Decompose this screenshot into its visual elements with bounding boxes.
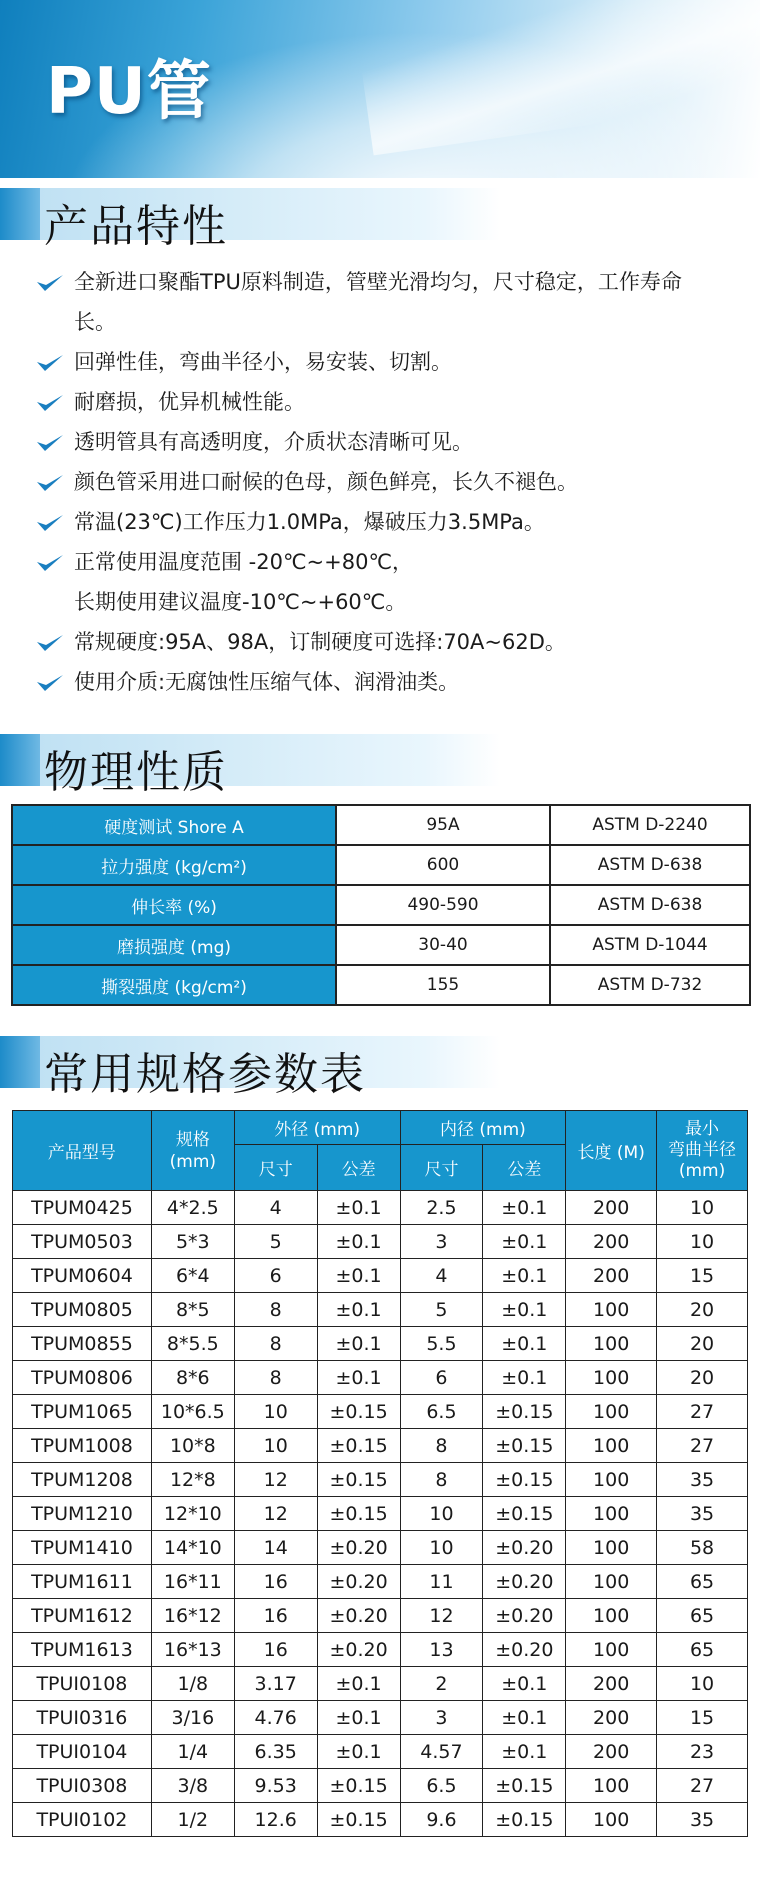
- od-tol-cell: ±0.20: [317, 1633, 400, 1667]
- header-id-size: 尺寸: [400, 1145, 483, 1191]
- spec-cell: 14*10: [151, 1531, 234, 1565]
- spec-cell: 6*4: [151, 1259, 234, 1293]
- section-header-physical: [0, 734, 500, 798]
- length-cell: 100: [566, 1769, 657, 1803]
- model-cell: TPUM1613: [13, 1633, 152, 1667]
- od-size-cell: 6: [234, 1259, 317, 1293]
- od-tol-cell: ±0.15: [317, 1463, 400, 1497]
- od-size-cell: 8: [234, 1293, 317, 1327]
- spec-cell: 10*6.5: [151, 1395, 234, 1429]
- feature-text: 长。: [74, 310, 116, 334]
- id-tol-cell: ±0.15: [483, 1463, 566, 1497]
- spec-cell: 4*2.5: [151, 1191, 234, 1225]
- header-id-tol: 公差: [483, 1145, 566, 1191]
- check-icon: [36, 514, 64, 532]
- page-title: PU管: [46, 55, 212, 129]
- bend-radius-cell: 65: [657, 1633, 748, 1667]
- id-tol-cell: ±0.15: [483, 1429, 566, 1463]
- feature-item: [36, 502, 746, 542]
- section-header-features: [0, 188, 500, 252]
- model-cell: TPUM1611: [13, 1565, 152, 1599]
- spec-cell: 10*8: [151, 1429, 234, 1463]
- spec-cell: 12*10: [151, 1497, 234, 1531]
- od-size-cell: 9.53: [234, 1769, 317, 1803]
- model-cell: TPUI0308: [13, 1769, 152, 1803]
- id-tol-cell: ±0.1: [483, 1735, 566, 1769]
- id-tol-cell: ±0.15: [483, 1497, 566, 1531]
- od-tol-cell: ±0.1: [317, 1293, 400, 1327]
- length-cell: 100: [566, 1463, 657, 1497]
- length-cell: 100: [566, 1497, 657, 1531]
- od-tol-cell: ±0.1: [317, 1735, 400, 1769]
- id-size-cell: 3: [400, 1225, 483, 1259]
- id-tol-cell: ±0.20: [483, 1531, 566, 1565]
- od-tol-cell: ±0.15: [317, 1395, 400, 1429]
- id-tol-cell: ±0.1: [483, 1293, 566, 1327]
- id-tol-cell: ±0.20: [483, 1633, 566, 1667]
- od-tol-cell: ±0.15: [317, 1803, 400, 1837]
- od-size-cell: 10: [234, 1395, 317, 1429]
- bend-radius-cell: 27: [657, 1395, 748, 1429]
- length-cell: 100: [566, 1633, 657, 1667]
- model-cell: TPUM1065: [13, 1395, 152, 1429]
- od-tol-cell: ±0.1: [317, 1667, 400, 1701]
- header-od: 外径 (mm): [234, 1111, 400, 1145]
- header-bend-radius: 最小 弯曲半径 (mm): [657, 1111, 748, 1191]
- table-row: [13, 1701, 748, 1735]
- length-cell: 200: [566, 1225, 657, 1259]
- feature-item: [36, 622, 746, 662]
- id-size-cell: 10: [400, 1497, 483, 1531]
- feature-text: 颜色管采用进口耐候的色母，颜色鲜亮，长久不褪色。: [74, 470, 578, 494]
- property-cell: 磨损强度 (mg): [12, 925, 336, 965]
- spec-table: [12, 1110, 748, 1837]
- id-tol-cell: ±0.15: [483, 1395, 566, 1429]
- bend-radius-cell: 20: [657, 1361, 748, 1395]
- value-cell: 600: [336, 845, 550, 885]
- section-header-bar: [0, 734, 40, 786]
- model-cell: TPUI0104: [13, 1735, 152, 1769]
- od-tol-cell: ±0.15: [317, 1497, 400, 1531]
- length-cell: 200: [566, 1191, 657, 1225]
- model-cell: TPUM1210: [13, 1497, 152, 1531]
- feature-text: 全新进口聚酯TPU原料制造，管壁光滑均匀，尺寸稳定，工作寿命: [74, 270, 682, 294]
- od-tol-cell: ±0.20: [317, 1531, 400, 1565]
- table-row: [13, 1565, 748, 1599]
- model-cell: TPUM0805: [13, 1293, 152, 1327]
- id-tol-cell: ±0.15: [483, 1769, 566, 1803]
- od-size-cell: 4: [234, 1191, 317, 1225]
- length-cell: 100: [566, 1293, 657, 1327]
- table-row: [13, 1463, 748, 1497]
- header-spec: 规格 (mm): [151, 1111, 234, 1191]
- bend-radius-cell: 65: [657, 1599, 748, 1633]
- table-row: [13, 1259, 748, 1293]
- bend-radius-cell: 20: [657, 1293, 748, 1327]
- table-row: [13, 1497, 748, 1531]
- id-tol-cell: ±0.1: [483, 1225, 566, 1259]
- id-size-cell: 5.5: [400, 1327, 483, 1361]
- feature-text: 透明管具有高透明度，介质状态清晰可见。: [74, 430, 473, 454]
- feature-text: 常温(23℃)工作压力1.0MPa，爆破压力3.5MPa。: [74, 510, 545, 534]
- feature-text: 常规硬度:95A、98A，订制硬度可选择:70A~62D。: [74, 630, 566, 654]
- property-cell: 拉力强度 (kg/cm²): [12, 845, 336, 885]
- length-cell: 100: [566, 1565, 657, 1599]
- length-cell: 200: [566, 1259, 657, 1293]
- check-icon: [36, 354, 64, 372]
- bend-radius-cell: 10: [657, 1225, 748, 1259]
- bend-radius-cell: 65: [657, 1565, 748, 1599]
- id-size-cell: 8: [400, 1463, 483, 1497]
- bend-radius-cell: 58: [657, 1531, 748, 1565]
- length-cell: 100: [566, 1599, 657, 1633]
- id-tol-cell: ±0.1: [483, 1259, 566, 1293]
- id-tol-cell: ±0.1: [483, 1361, 566, 1395]
- table-row: [13, 1667, 748, 1701]
- table-row: [13, 1633, 748, 1667]
- table-row: [12, 885, 750, 925]
- id-size-cell: 9.6: [400, 1803, 483, 1837]
- spec-cell: 5*3: [151, 1225, 234, 1259]
- section-header-spec: [0, 1036, 500, 1100]
- id-size-cell: 4: [400, 1259, 483, 1293]
- model-cell: TPUM1410: [13, 1531, 152, 1565]
- hero-shine: [351, 0, 760, 155]
- bend-radius-cell: 20: [657, 1327, 748, 1361]
- standard-cell: ASTM D-1044: [550, 925, 750, 965]
- length-cell: 100: [566, 1803, 657, 1837]
- table-row: [13, 1531, 748, 1565]
- length-cell: 100: [566, 1531, 657, 1565]
- model-cell: TPUI0316: [13, 1701, 152, 1735]
- od-size-cell: 14: [234, 1531, 317, 1565]
- table-row: [13, 1225, 748, 1259]
- model-cell: TPUM0855: [13, 1327, 152, 1361]
- length-cell: 100: [566, 1361, 657, 1395]
- id-size-cell: 5: [400, 1293, 483, 1327]
- spec-cell: 16*12: [151, 1599, 234, 1633]
- od-size-cell: 16: [234, 1633, 317, 1667]
- standard-cell: ASTM D-638: [550, 845, 750, 885]
- model-cell: TPUM1008: [13, 1429, 152, 1463]
- od-size-cell: 12: [234, 1463, 317, 1497]
- id-size-cell: 11: [400, 1565, 483, 1599]
- spec-cell: 1/2: [151, 1803, 234, 1837]
- id-tol-cell: ±0.20: [483, 1565, 566, 1599]
- header-model: 产品型号: [13, 1111, 152, 1191]
- feature-item: [36, 262, 746, 342]
- length-cell: 100: [566, 1327, 657, 1361]
- od-tol-cell: ±0.15: [317, 1769, 400, 1803]
- spec-cell: 1/4: [151, 1735, 234, 1769]
- od-size-cell: 8: [234, 1327, 317, 1361]
- model-cell: TPUI0108: [13, 1667, 152, 1701]
- check-icon: [36, 634, 64, 652]
- table-row: [13, 1191, 748, 1225]
- id-size-cell: 6: [400, 1361, 483, 1395]
- table-row: [13, 1599, 748, 1633]
- od-tol-cell: ±0.1: [317, 1191, 400, 1225]
- check-icon: [36, 274, 64, 292]
- od-tol-cell: ±0.20: [317, 1599, 400, 1633]
- bend-radius-cell: 27: [657, 1769, 748, 1803]
- feature-item: [36, 342, 746, 382]
- value-cell: 95A: [336, 805, 550, 845]
- spec-cell: 1/8: [151, 1667, 234, 1701]
- table-row: [13, 1769, 748, 1803]
- length-cell: 100: [566, 1395, 657, 1429]
- model-cell: TPUM0503: [13, 1225, 152, 1259]
- length-cell: 200: [566, 1667, 657, 1701]
- section-title-physical: 物理性质: [44, 747, 228, 798]
- table-row: [13, 1395, 748, 1429]
- spec-cell: 8*5: [151, 1293, 234, 1327]
- od-tol-cell: ±0.1: [317, 1259, 400, 1293]
- section-header-bar: [0, 188, 40, 240]
- od-tol-cell: ±0.20: [317, 1565, 400, 1599]
- od-size-cell: 16: [234, 1565, 317, 1599]
- od-size-cell: 16: [234, 1599, 317, 1633]
- feature-text: 正常使用温度范围 -20℃~+80℃，: [74, 550, 414, 574]
- table-row: [13, 1327, 748, 1361]
- value-cell: 155: [336, 965, 550, 1005]
- id-tol-cell: ±0.15: [483, 1803, 566, 1837]
- spec-cell: 3/16: [151, 1701, 234, 1735]
- check-icon: [36, 434, 64, 452]
- id-size-cell: 2.5: [400, 1191, 483, 1225]
- table-row: [13, 1293, 748, 1327]
- header-od-tol: 公差: [317, 1145, 400, 1191]
- id-size-cell: 10: [400, 1531, 483, 1565]
- bend-radius-cell: 27: [657, 1429, 748, 1463]
- bend-radius-cell: 23: [657, 1735, 748, 1769]
- id-size-cell: 4.57: [400, 1735, 483, 1769]
- value-cell: 30-40: [336, 925, 550, 965]
- table-row: [13, 1735, 748, 1769]
- length-cell: 100: [566, 1429, 657, 1463]
- id-size-cell: 2: [400, 1667, 483, 1701]
- od-size-cell: 8: [234, 1361, 317, 1395]
- hero-banner: [0, 0, 760, 178]
- table-row: [13, 1803, 748, 1837]
- od-tol-cell: ±0.1: [317, 1225, 400, 1259]
- bend-radius-cell: 15: [657, 1701, 748, 1735]
- feature-text: 使用介质:无腐蚀性压缩气体、润滑油类。: [74, 670, 460, 694]
- bend-radius-cell: 35: [657, 1497, 748, 1531]
- od-tol-cell: ±0.1: [317, 1361, 400, 1395]
- id-size-cell: 12: [400, 1599, 483, 1633]
- od-size-cell: 12: [234, 1497, 317, 1531]
- model-cell: TPUM1612: [13, 1599, 152, 1633]
- header-od-size: 尺寸: [234, 1145, 317, 1191]
- length-cell: 200: [566, 1735, 657, 1769]
- feature-item: [36, 382, 746, 422]
- property-cell: 撕裂强度 (kg/cm²): [12, 965, 336, 1005]
- feature-item: [36, 662, 746, 702]
- spec-cell: 3/8: [151, 1769, 234, 1803]
- section-header-bar: [0, 1036, 40, 1088]
- header-id: 内径 (mm): [400, 1111, 566, 1145]
- physical-properties-table: [11, 804, 751, 1006]
- od-size-cell: 3.17: [234, 1667, 317, 1701]
- model-cell: TPUM0425: [13, 1191, 152, 1225]
- id-tol-cell: ±0.1: [483, 1701, 566, 1735]
- feature-text: 回弹性佳，弯曲半径小，易安装、切割。: [74, 350, 452, 374]
- bend-radius-cell: 15: [657, 1259, 748, 1293]
- model-cell: TPUI0102: [13, 1803, 152, 1837]
- table-row: [13, 1429, 748, 1463]
- spec-cell: 16*11: [151, 1565, 234, 1599]
- id-tol-cell: ±0.1: [483, 1191, 566, 1225]
- spec-cell: 8*6: [151, 1361, 234, 1395]
- model-cell: TPUM0604: [13, 1259, 152, 1293]
- spec-cell: 12*8: [151, 1463, 234, 1497]
- od-size-cell: 12.6: [234, 1803, 317, 1837]
- length-cell: 200: [566, 1701, 657, 1735]
- property-cell: 硬度测试 Shore A: [12, 805, 336, 845]
- standard-cell: ASTM D-2240: [550, 805, 750, 845]
- model-cell: TPUM1208: [13, 1463, 152, 1497]
- table-row: [12, 925, 750, 965]
- table-row: [12, 965, 750, 1005]
- od-size-cell: 6.35: [234, 1735, 317, 1769]
- bend-radius-cell: 35: [657, 1463, 748, 1497]
- od-tol-cell: ±0.1: [317, 1327, 400, 1361]
- standard-cell: ASTM D-638: [550, 885, 750, 925]
- header-length: 长度 (M): [566, 1111, 657, 1191]
- feature-item: [36, 462, 746, 502]
- id-tol-cell: ±0.1: [483, 1327, 566, 1361]
- feature-item: [36, 542, 746, 622]
- standard-cell: ASTM D-732: [550, 965, 750, 1005]
- check-icon: [36, 474, 64, 492]
- feature-list: [36, 262, 746, 702]
- check-icon: [36, 394, 64, 412]
- spec-cell: 8*5.5: [151, 1327, 234, 1361]
- table-row: [12, 805, 750, 845]
- table-row: [13, 1361, 748, 1395]
- od-size-cell: 10: [234, 1429, 317, 1463]
- section-title-features: 产品特性: [44, 201, 228, 252]
- bend-radius-cell: 10: [657, 1667, 748, 1701]
- feature-text: 长期使用建议温度-10℃~+60℃。: [74, 590, 407, 614]
- id-tol-cell: ±0.1: [483, 1667, 566, 1701]
- table-row: [12, 845, 750, 885]
- id-size-cell: 3: [400, 1701, 483, 1735]
- id-size-cell: 6.5: [400, 1395, 483, 1429]
- od-size-cell: 4.76: [234, 1701, 317, 1735]
- value-cell: 490-590: [336, 885, 550, 925]
- id-size-cell: 6.5: [400, 1769, 483, 1803]
- section-title-spec: 常用规格参数表: [44, 1049, 366, 1100]
- check-icon: [36, 554, 64, 572]
- model-cell: TPUM0806: [13, 1361, 152, 1395]
- bend-radius-cell: 35: [657, 1803, 748, 1837]
- spec-cell: 16*13: [151, 1633, 234, 1667]
- id-size-cell: 8: [400, 1429, 483, 1463]
- feature-item: [36, 422, 746, 462]
- od-tol-cell: ±0.15: [317, 1429, 400, 1463]
- od-tol-cell: ±0.1: [317, 1701, 400, 1735]
- id-tol-cell: ±0.20: [483, 1599, 566, 1633]
- id-size-cell: 13: [400, 1633, 483, 1667]
- bend-radius-cell: 10: [657, 1191, 748, 1225]
- check-icon: [36, 674, 64, 692]
- od-size-cell: 5: [234, 1225, 317, 1259]
- property-cell: 伸长率 (%): [12, 885, 336, 925]
- feature-text: 耐磨损，优异机械性能。: [74, 390, 305, 414]
